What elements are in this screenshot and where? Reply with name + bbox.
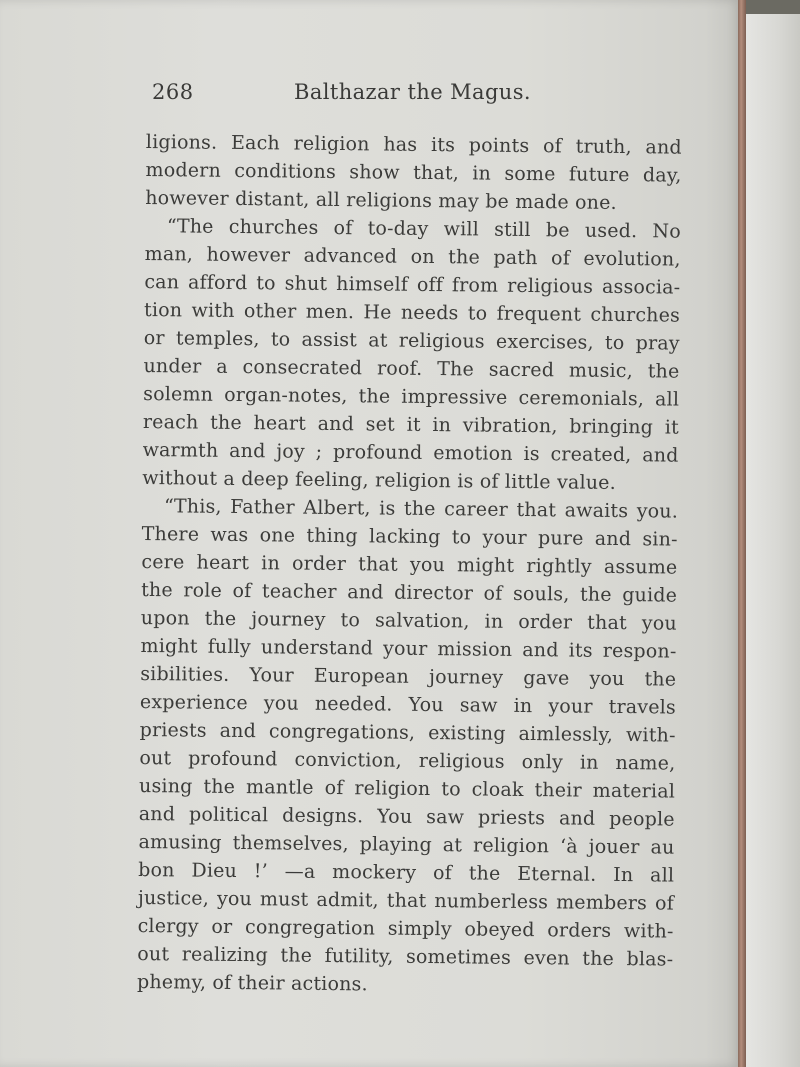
text-line: the role of teacher and director of souls, the guide	[141, 578, 678, 607]
text-line: cere heart in order that you might rightly assume	[141, 550, 678, 579]
text-line: clergy or congregation simply obeyed orders with-	[137, 914, 674, 943]
text-line: under a consecrated roof. The sacred music, the	[143, 354, 680, 383]
text-line: upon the journey to salvation, in order that you	[140, 606, 677, 635]
text-line: out realizing the futility, sometimes even the blas-	[137, 942, 674, 971]
text-line: might fully understand your mission and its respon-	[140, 634, 677, 663]
text-line: modern conditions show that, in some future day,	[145, 158, 682, 187]
text-line: using the mantle of religion to cloak their material	[138, 774, 676, 803]
text-line: reach the heart and set it in vibration, bringing it	[142, 410, 680, 439]
text-line: amusing themselves, playing at religion ‘à jouer au	[138, 830, 675, 859]
text-line: justice, you must admit, that numberless members of	[137, 886, 675, 915]
text-line: “The churches of to-day will still be used. No	[166, 215, 682, 243]
facing-page-edge	[746, 0, 800, 1067]
page-number: 268	[152, 80, 194, 104]
text-line: out profound conviction, religious only in name,	[139, 746, 676, 775]
text-line: solemn organ-notes, the impressive ceremonials, all	[143, 382, 680, 411]
text-line: bon Dieu !’ —a mockery of the Eternal. In all	[138, 858, 675, 887]
text-line: experience you needed. You saw in your travels	[139, 690, 677, 719]
text-line: however distant, all religions may be made one.	[145, 186, 617, 214]
text-line: There was one thing lacking to your pure and sin-	[141, 522, 678, 551]
text-line: warmth and joy ; profound emotion is created, and	[142, 438, 679, 467]
text-line: tion with other men. He needs to frequent churches	[143, 298, 681, 327]
text-line: priests and congregations, existing aimlessly, with-	[139, 718, 676, 747]
text-line: sibilities. Your European journey gave you the	[140, 662, 677, 691]
text-line: and political designs. You saw priests and people	[138, 802, 675, 831]
running-title: Balthazar the Magus.	[294, 80, 531, 104]
body-text	[137, 128, 682, 1002]
text-line: without a deep feeling, religion is of little value.	[142, 466, 617, 494]
text-line: man, however advanced on the path of evolution,	[144, 242, 681, 271]
running-header	[152, 80, 672, 114]
text-line: phemy, of their actions.	[136, 970, 368, 996]
text-line: can afford to shut himself off from religious associa-	[144, 270, 681, 299]
book-gutter	[738, 0, 746, 1067]
text-line: “This, Father Albert, is the career that awaits you.	[163, 495, 679, 523]
text-line: or temples, to assist at religious exercises, to pray	[143, 326, 680, 355]
text-line: ligions. Each religion has its points of truth, and	[145, 130, 682, 159]
